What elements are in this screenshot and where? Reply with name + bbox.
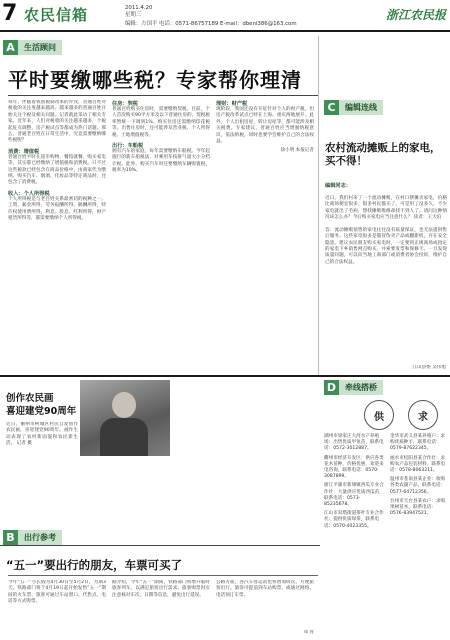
article-subhead: 收入：个人所得税 (8, 190, 50, 197)
section-a-title: 生活顾问 (18, 40, 62, 55)
demand-item: 台州市天台县某农户：求购果树苗木，联系电话：0576-83947521。 (390, 498, 446, 517)
photo-title-line1: 创作农民画 (6, 393, 54, 404)
demand-item: 温州市苍南县某企业：收购各类农副产品，联系电话：0577-64712356。 (390, 477, 446, 495)
article-subhead: 出行：车船税 (112, 143, 144, 150)
section-b-title: 出行参考 (18, 530, 62, 545)
travel-column-2: 据介绍，今年“五一”期间，铁路部门将增开临时旅客列车，以满足旅客出行需求。旅客购票时应注意核对车次、日期等信息，避免出行延误。 (112, 580, 210, 598)
supply-item: 衢州市经济开发区：供应各类花木苗种，价格优惠，欢迎来电咨询，联系电话：0570-3087899。 (324, 455, 384, 480)
section-c-title: 编辑连线 (339, 100, 383, 115)
issue-date (125, 5, 152, 19)
article-paragraph: 拥有汽车的家庭，每年需要缴纳车船税。今年起施行的新车船税法，对乘用车按排气量大小分档计税。此外，购买汽车时还要缴纳车辆购置税，税率为10%。 (112, 149, 210, 174)
article-paragraph: 普通百姓购买住房时，需要缴纳契税。目前，个人首次购买90平方米及以下普通住房的，契税税率暂统一下调到1%。购买住房还需缴纳印花税等。出售住房时，还可能涉及营业税、个人所得税、土地增值税等。 (112, 107, 210, 138)
issue-date-line2: 星期三 (125, 12, 142, 18)
travel-column-1: 今年“五一”小长假为4月30日至5月2日，为期3天。铁路部门将于4月19日起开始发售“五一”期间的火车票，旅客可通过车站窗口、代售点、电话等方式购票。 (8, 580, 106, 605)
section-c-flag (324, 100, 383, 115)
section-d-letter: D (324, 380, 339, 395)
editor-letter (325, 176, 447, 362)
demand-badge: 求 (408, 400, 438, 430)
section-d-flag (324, 380, 383, 395)
column-divider (318, 36, 319, 376)
article-subhead: 理财：财产税 (216, 101, 248, 107)
article-paragraph: 现阶段，我国还没有开征针对个人的财产税。但房产税改革试点已经在上海、重庆两地展开。此外，个人出租房屋、转让房屋等，都可能涉及相关税费。专家建议，普通百姓应当增强纳税意识，依法纳税，同时也要学会维护自己的合法权益。 (216, 107, 314, 145)
masthead-logo: 浙江农民报 (385, 8, 446, 22)
travel-column-3: 公路方面，各汽车客运站也将增加班次，方便旅客出行。旅客可提前到车站购票，或通过网络、电话预订车票。 (216, 580, 314, 598)
demand-item: 金华市武义县某养殖户：求购优质种羊，联系电话：0579-87622345。 (390, 434, 446, 452)
section-divider (0, 375, 450, 377)
photo-figure-head (112, 392, 136, 418)
section-b-letter: B (3, 530, 18, 545)
article-author: 徐小明 本报记者 (280, 148, 314, 154)
article-paragraph: 个人所得税是与老百姓关系最密切的税种之一。工资、薪金所得，劳务报酬所得，稿酬所得，特许权使用费所得，利息、股息、红利所得，财产租赁所得等，都需要缴纳个人所得税。 (8, 196, 106, 222)
section-b-flag (3, 530, 62, 545)
supply-item: 湖州市梁家庄大河水产养殖场：出售优质甲鱼苗，联系电话：0572-3012887。 (324, 434, 384, 452)
travel-headline: “五一”要出行的朋友，车票可买了 (6, 558, 183, 572)
travel-author: 邓 青 (303, 630, 314, 635)
photo-title (6, 392, 76, 418)
section-divider (0, 545, 320, 546)
letter-author: 江山县委 吴伟旭 (412, 365, 446, 370)
section-a-letter: A (3, 40, 18, 55)
section-c-letter: C (324, 100, 339, 115)
article-column-3 (216, 100, 314, 372)
supply-list (324, 434, 386, 530)
section-a-flag (3, 40, 62, 55)
right-headline: 农村流动摊贩上的家电，买不得！ (325, 142, 441, 167)
supply-badge: 供 (364, 400, 394, 430)
page-number: 7 (2, 1, 18, 26)
section-d-title: 牵线搭桥 (339, 380, 383, 395)
photo-title-line2: 喜迎建党90周年 (6, 406, 77, 417)
headline-divider (8, 95, 318, 96)
letter-body: 近日，我们村来了一个流动摊贩，在村口摆摊卖家电，价格比商场便宜很多，很多村民都买了。可是用了没多久，不少家电就出了毛病，想找摊贩维修却找不到人了。请问这种情况该怎么办？今后购买家电应当注意什么？ 读者：王大伯 答：流动摊贩销售的家电往往没有质量保证，也无法提供售后服务。这些家电很多是假冒伪劣产品或翻新机，存在安全隐患。建议农民朋友购买家电时，一定要到正规商场或指定的家电下乡销售网点购买，并索要发票和保修卡。一旦发现质量问题，可以向当地工商部门或消费者协会投诉，维护自己的合法权益。 (325, 195, 447, 265)
letter-salutation: 编辑同志： (325, 183, 351, 190)
article-column-1 (8, 100, 106, 372)
article-subhead: 住房：契税 (112, 101, 138, 107)
photo-caption: 近日，衢州市柯城区村民自发创作农民画，喜迎建党90周年。画作生动表现了农村新面貌和农民新生活。 记者 摄 (6, 422, 78, 447)
headline-divider (8, 575, 318, 576)
supply-item: 江山市双塔街道茶叶专业合作社：提供优质绿茶，联系电话：0570-4023355。 (324, 511, 384, 529)
demand-item: 丽水市松阳县某合作社：求购农产品包装材料，联系电话：0578-8063211。 (390, 455, 446, 474)
article-subhead: 消费：增值税 (8, 148, 40, 155)
issue-date-line1: 2011.4.20 (125, 5, 153, 11)
photo-figure-body (100, 418, 148, 456)
article-paragraph: 每年，伴随着我国税制改革的步伐，普通百姓对税收的关注度越来越高。越来越多的普通百姓开始关注个税及相关问题。记者就此采访了相关专家。近年来，人们对税收的关注越来越多，个税起征点调整、房产税试点等都成为热门话题。那么，普通老百姓在日常生活中，究竟需要缴纳哪些税呢？ (8, 100, 106, 144)
main-headline: 平时要缴哪些税？专家帮你理清 (8, 68, 302, 92)
editor-contact: 编辑：方国平 电话：0571-86757189 E-mail：dbeni386@163.com (125, 21, 297, 27)
article-column-2 (112, 100, 210, 372)
section-title: 农民信箱 (24, 6, 89, 24)
article-paragraph: 普通百姓平时在超市购物、餐馆就餐、购买家电等，其实都已经缴纳了增值税和消费税。只不过这些税款已经包含在商品价格中，由商家代为缴纳。购买汽车、烟酒、化妆品等特定商品时，还包含了消费税。 (8, 154, 106, 186)
demand-list (390, 434, 448, 517)
supply-item: 浙江平湖市新埭镇西瓜专业合作社：大量供应优质西瓜苗，联系电话：0573-85235678。 (324, 483, 384, 508)
